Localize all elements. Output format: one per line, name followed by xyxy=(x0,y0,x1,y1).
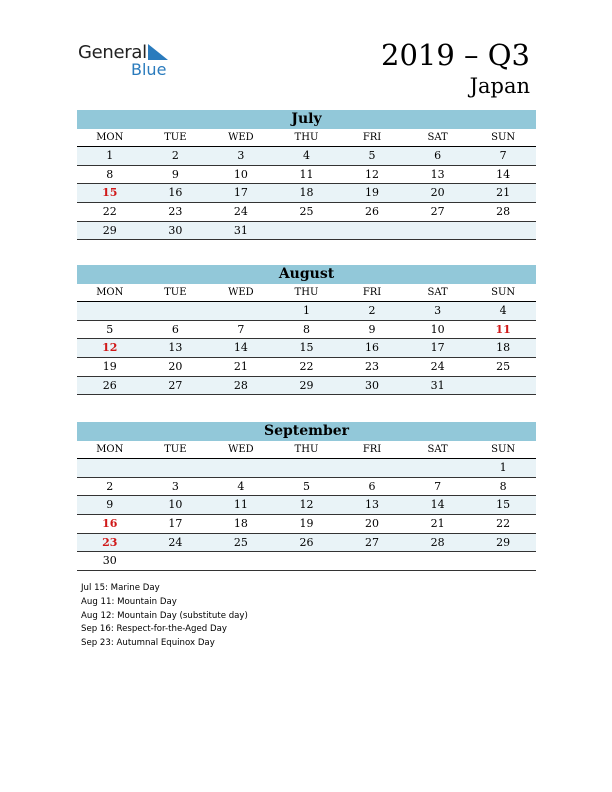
month-calendar-august xyxy=(77,265,536,395)
month-calendar-july xyxy=(77,110,536,240)
week-row xyxy=(77,321,536,340)
day-cell: 28 xyxy=(233,378,248,392)
day-cell: 24 xyxy=(430,360,445,374)
logo xyxy=(78,42,188,82)
weekday-header-row xyxy=(77,441,536,459)
day-cell xyxy=(470,222,536,240)
day-cell: 29 xyxy=(496,535,511,549)
week-row xyxy=(77,222,536,241)
day-cell: 7 xyxy=(499,149,507,162)
day-cell: 6 xyxy=(368,479,376,493)
day-cell: 24 xyxy=(233,205,248,219)
day-cell: 16 xyxy=(365,341,380,355)
day-cell: 9 xyxy=(171,167,179,181)
week-row xyxy=(77,377,536,396)
day-cell: 8 xyxy=(106,167,114,181)
day-cell xyxy=(470,552,536,570)
day-cell xyxy=(208,459,274,477)
week-row xyxy=(77,459,536,478)
day-cell: 20 xyxy=(430,186,445,200)
holiday-list-item: Jul 15: Marine Day xyxy=(81,583,160,593)
day-cell: 27 xyxy=(168,378,183,392)
day-cell xyxy=(143,552,209,570)
month-name: August xyxy=(77,265,536,284)
day-cell: 28 xyxy=(496,205,511,219)
day-cell: 25 xyxy=(299,205,314,219)
weekday-label: SAT xyxy=(427,287,448,298)
weekday-label: SUN xyxy=(491,132,516,143)
weekday-label: FRI xyxy=(362,444,382,455)
week-row xyxy=(77,147,536,166)
day-cell: 2 xyxy=(171,149,179,162)
day-cell: 26 xyxy=(365,205,380,219)
day-cell: 8 xyxy=(302,322,310,336)
weekday-label: WED xyxy=(228,132,254,143)
day-cell xyxy=(339,459,405,477)
day-cell: 10 xyxy=(168,498,183,512)
week-row xyxy=(77,552,536,571)
weekday-label: THU xyxy=(294,287,319,298)
week-row xyxy=(77,166,536,185)
week-row xyxy=(77,358,536,377)
day-cell: 13 xyxy=(430,167,445,181)
day-cell: 6 xyxy=(171,322,179,336)
day-cell xyxy=(339,552,405,570)
day-cell: 13 xyxy=(365,498,380,512)
day-cell: 16 xyxy=(168,186,183,200)
day-cell: 23 xyxy=(365,360,380,374)
weekday-label: MON xyxy=(96,287,124,298)
day-cell: 19 xyxy=(365,186,380,200)
day-cell: 5 xyxy=(302,479,310,493)
holiday-day-cell: 23 xyxy=(102,535,118,549)
day-cell: 8 xyxy=(499,479,507,493)
holiday-list-item: Sep 16: Respect-for-the-Aged Day xyxy=(81,624,227,635)
day-cell xyxy=(274,222,340,240)
weekday-label: TUE xyxy=(164,132,187,143)
day-cell: 22 xyxy=(102,205,117,219)
day-cell: 17 xyxy=(430,341,445,355)
holiday-list xyxy=(81,582,248,651)
weekday-label: WED xyxy=(228,287,254,298)
holiday-day-cell: 16 xyxy=(102,517,118,531)
day-cell: 3 xyxy=(434,304,442,317)
day-cell: 29 xyxy=(102,223,117,237)
day-cell: 21 xyxy=(430,517,445,531)
week-row xyxy=(77,302,536,321)
day-cell: 3 xyxy=(237,149,245,162)
day-cell: 26 xyxy=(102,378,117,392)
page-title: 2019 – Q3 xyxy=(381,38,530,72)
day-cell: 21 xyxy=(233,360,248,374)
day-cell: 13 xyxy=(168,341,183,355)
weekday-label: SAT xyxy=(427,132,448,143)
weekday-label: THU xyxy=(294,444,319,455)
weekday-header-row xyxy=(77,129,536,147)
day-cell: 27 xyxy=(365,535,380,549)
day-cell: 2 xyxy=(368,304,376,317)
day-cell: 20 xyxy=(365,517,380,531)
day-cell xyxy=(274,552,340,570)
day-cell: 6 xyxy=(434,149,442,162)
day-cell xyxy=(405,552,471,570)
day-cell: 27 xyxy=(430,205,445,219)
day-cell: 14 xyxy=(430,498,445,512)
day-cell: 22 xyxy=(496,517,511,531)
week-row xyxy=(77,184,536,203)
week-row xyxy=(77,496,536,515)
weekday-label: TUE xyxy=(164,287,187,298)
day-cell: 18 xyxy=(496,341,511,355)
day-cell: 28 xyxy=(430,535,445,549)
week-row xyxy=(77,534,536,553)
holiday-list-item: Aug 12: Mountain Day (substitute day) xyxy=(81,610,248,621)
day-cell: 22 xyxy=(299,360,314,374)
holiday-day-cell: 12 xyxy=(102,341,118,355)
day-cell xyxy=(208,302,274,320)
day-cell: 20 xyxy=(168,360,183,374)
day-cell: 23 xyxy=(168,205,183,219)
month-calendar-september xyxy=(77,422,536,571)
day-cell xyxy=(143,459,209,477)
day-cell: 17 xyxy=(233,186,248,200)
day-cell xyxy=(77,459,143,477)
month-name: July xyxy=(77,110,536,129)
week-row xyxy=(77,203,536,222)
month-name: September xyxy=(77,422,536,441)
day-cell xyxy=(274,459,340,477)
holiday-list-item: Aug 11: Mountain Day xyxy=(81,596,177,607)
day-cell: 14 xyxy=(233,341,248,355)
day-cell: 5 xyxy=(368,149,376,162)
day-cell: 26 xyxy=(299,535,314,549)
day-cell: 12 xyxy=(299,498,314,512)
holiday-day-cell: 15 xyxy=(102,186,118,200)
day-cell: 25 xyxy=(233,535,248,549)
day-cell: 21 xyxy=(496,186,511,200)
day-cell: 5 xyxy=(106,322,114,336)
day-cell: 19 xyxy=(102,360,117,374)
logo-triangle-icon xyxy=(146,44,168,60)
day-cell: 3 xyxy=(171,479,179,493)
logo-general-text: General xyxy=(78,42,147,63)
weekday-label: WED xyxy=(228,444,254,455)
day-cell: 7 xyxy=(434,479,442,493)
day-cell: 1 xyxy=(499,461,507,474)
day-cell: 29 xyxy=(299,378,314,392)
weekday-label: FRI xyxy=(362,287,382,298)
day-cell xyxy=(143,302,209,320)
day-cell xyxy=(208,552,274,570)
weekday-header-row xyxy=(77,284,536,302)
day-cell: 31 xyxy=(233,223,248,237)
day-cell: 19 xyxy=(299,517,314,531)
day-cell: 7 xyxy=(237,322,245,336)
day-cell: 18 xyxy=(299,186,314,200)
day-cell: 4 xyxy=(237,479,245,493)
day-cell: 9 xyxy=(106,498,114,512)
day-cell: 4 xyxy=(499,304,507,317)
day-cell xyxy=(77,302,143,320)
weekday-label: MON xyxy=(96,444,124,455)
logo-blue-text: Blue xyxy=(131,60,167,79)
day-cell: 30 xyxy=(168,223,183,237)
weekday-label: TUE xyxy=(164,444,187,455)
weekday-label: SAT xyxy=(427,444,448,455)
day-cell xyxy=(470,377,536,395)
day-cell: 18 xyxy=(233,517,248,531)
day-cell: 2 xyxy=(106,479,114,493)
weekday-label: THU xyxy=(294,132,319,143)
day-cell: 30 xyxy=(102,554,117,568)
weekday-label: SUN xyxy=(491,444,516,455)
day-cell: 1 xyxy=(302,304,310,317)
day-cell xyxy=(339,222,405,240)
day-cell: 25 xyxy=(496,360,511,374)
week-row xyxy=(77,478,536,497)
weekday-label: SUN xyxy=(491,287,516,298)
day-cell: 14 xyxy=(496,167,511,181)
day-cell: 31 xyxy=(430,378,445,392)
day-cell: 4 xyxy=(302,149,310,162)
day-cell: 11 xyxy=(299,167,314,181)
day-cell: 11 xyxy=(233,498,248,512)
day-cell: 1 xyxy=(106,149,114,162)
day-cell: 17 xyxy=(168,517,183,531)
week-row xyxy=(77,515,536,534)
week-row xyxy=(77,339,536,358)
holiday-day-cell: 11 xyxy=(495,322,511,336)
day-cell: 15 xyxy=(496,498,511,512)
day-cell: 12 xyxy=(365,167,380,181)
day-cell xyxy=(405,222,471,240)
holiday-list-item: Sep 23: Autumnal Equinox Day xyxy=(81,638,215,649)
day-cell: 24 xyxy=(168,535,183,549)
country-name: Japan xyxy=(469,74,530,98)
weekday-label: FRI xyxy=(362,132,382,143)
day-cell: 9 xyxy=(368,322,376,336)
day-cell: 15 xyxy=(299,341,314,355)
day-cell xyxy=(405,459,471,477)
day-cell: 10 xyxy=(233,167,248,181)
day-cell: 10 xyxy=(430,322,445,336)
day-cell: 30 xyxy=(365,378,380,392)
weekday-label: MON xyxy=(96,132,124,143)
